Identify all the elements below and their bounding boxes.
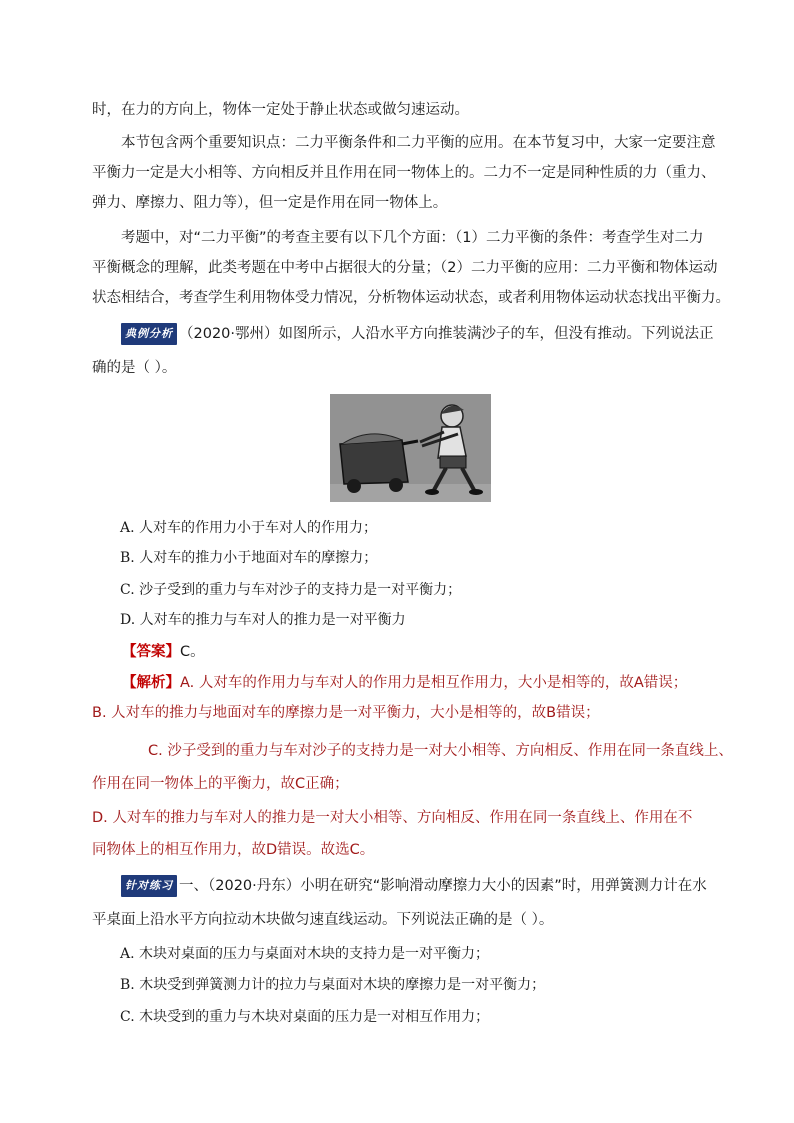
person-pushing-cart-illustration — [330, 394, 491, 502]
practice-stem-line1 — [121, 875, 707, 897]
example-stem-line1 — [121, 323, 714, 345]
example-option-a: A. 人对车的作用力小于车对人的作用力； — [120, 520, 378, 536]
practice-option-a: A. 木块对桌面的压力与桌面对木块的支持力是一对平衡力； — [120, 946, 490, 962]
practice-option-b: B. 木块受到弹簧测力计的拉力与桌面对木块的摩擦力是一对平衡力； — [120, 977, 546, 993]
analysis-text-a: A. 人对车的作用力与车对人的作用力是相互作用力，大小是相等的，故A错误； — [180, 675, 688, 691]
person-pushing-cart-image — [330, 394, 491, 502]
practice-stem-text: 一、（2020·丹东）小明在研究“影响滑动摩擦力大小的因素”时，用弹簧测力计在水 — [179, 878, 707, 894]
example-option-c: C. 沙子受到的重力与车对沙子的支持力是一对平衡力； — [120, 582, 462, 598]
paragraph-intro-tail: 时，在力的方向上，物体一定处于静止状态或做匀速运动。 — [92, 102, 469, 118]
analysis-line-c2: 作用在同一物体上的平衡力，故C正确； — [92, 776, 349, 792]
example-stem-text: （2020·鄂州）如图所示，人沿水平方向推装满沙子的车，但没有推动。下列说法正 — [179, 326, 714, 342]
answer-value: C。 — [180, 644, 205, 660]
analysis-line-d1: D. 人对车的推力与车对人的推力是一对大小相等、方向相反、作用在同一条直线上、作用在不 — [92, 810, 693, 826]
analysis-line-b: B. 人对车的推力与地面对车的摩擦力是一对平衡力，大小是相等的，故B错误； — [92, 705, 600, 721]
analysis-label: 【解析】 — [122, 675, 180, 691]
example-option-b: B. 人对车的推力小于地面对车的摩擦力； — [120, 550, 378, 566]
analysis-line-d2: 同物体上的相互作用力，故D错误。故选C。 — [92, 842, 375, 858]
practice-tag-badge: 针对练习 — [121, 875, 177, 897]
answer-line — [122, 642, 205, 662]
practice-stem-line2: 平桌面上沿水平方向拉动木块做匀速直线运动。下列说法正确的是（ ）。 — [92, 912, 554, 928]
practice-option-c: C. 木块受到的重力与木块对桌面的压力是一对相互作用力； — [120, 1009, 490, 1025]
answer-label: 【答案】 — [122, 644, 180, 660]
example-stem-line2: 确的是（ ）。 — [92, 360, 177, 376]
paragraph-exam-line1: 考题中，对“二力平衡”的考查主要有以下几个方面：（1）二力平衡的条件：考查学生对二力 — [121, 230, 704, 246]
analysis-line-a — [122, 673, 687, 693]
analysis-line-c1: C. 沙子受到的重力与车对沙子的支持力是一对大小相等、方向相反、作用在同一条直线上、 — [148, 743, 733, 759]
paragraph-knowledge-line2: 平衡力一定是大小相等、方向相反并且作用在同一物体上的。二力不一定是同种性质的力（重力、 — [92, 165, 716, 181]
paragraph-knowledge-line1: 本节包含两个重要知识点：二力平衡条件和二力平衡的应用。在本节复习中，大家一定要注意 — [121, 135, 716, 151]
paragraph-knowledge-line3: 弹力、摩擦力、阻力等），但一定是作用在同一物体上。 — [92, 195, 448, 211]
example-tag-badge: 典例分析 — [121, 323, 177, 345]
paragraph-exam-line3: 状态相结合，考查学生利用物体受力情况，分析物体运动状态，或者利用物体运动状态找出平衡力。 — [92, 290, 730, 306]
example-option-d: D. 人对车的推力与车对人的推力是一对平衡力 — [120, 612, 406, 628]
paragraph-exam-line2: 平衡概念的理解，此类考题在中考中占据很大的分量；（2）二力平衡的应用：二力平衡和物体运动 — [92, 260, 718, 276]
